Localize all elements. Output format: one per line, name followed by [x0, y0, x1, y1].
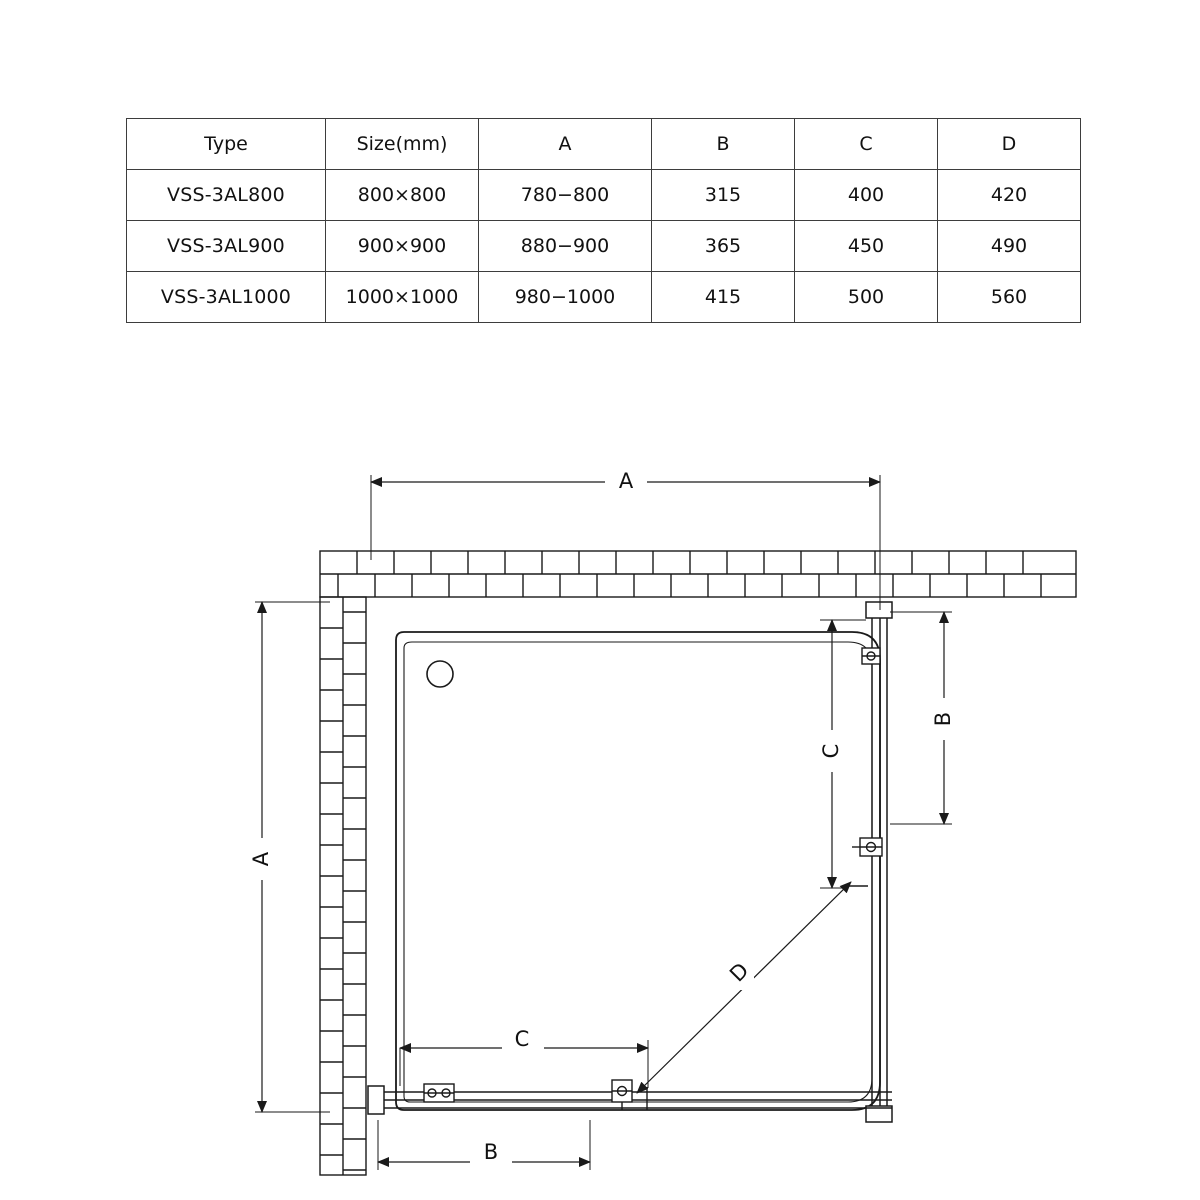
specification-table	[126, 118, 1081, 323]
technical-drawing	[0, 420, 1200, 1200]
cell-b: 365	[652, 221, 795, 272]
dimension-a-left	[248, 602, 330, 1112]
column-header-c: C	[795, 119, 938, 170]
column-header-size: Size(mm)	[326, 119, 479, 170]
cell-c: 400	[795, 170, 938, 221]
wall-left	[320, 597, 366, 1175]
column-header-type: Type	[127, 119, 326, 170]
column-header-b: B	[652, 119, 795, 170]
wall-top	[320, 551, 1076, 597]
cell-d: 420	[938, 170, 1081, 221]
table-header-row	[127, 119, 1081, 170]
dimension-label-a-top: A	[618, 469, 634, 493]
dimension-label-c-horizontal: C	[514, 1027, 530, 1051]
cell-a: 780−800	[479, 170, 652, 221]
bottom-roller-left	[424, 1084, 454, 1102]
dimension-label-c-vertical: C	[819, 743, 843, 759]
cell-size: 900×900	[326, 221, 479, 272]
cell-type: VSS-3AL800	[127, 170, 326, 221]
cell-d: 560	[938, 272, 1081, 323]
column-header-a: A	[479, 119, 652, 170]
dimension-d-diagonal	[637, 882, 851, 1093]
right-roller-top	[862, 648, 880, 664]
column-header-d: D	[938, 119, 1081, 170]
right-roller-middle	[852, 838, 882, 856]
cell-b: 315	[652, 170, 795, 221]
table-row	[127, 272, 1081, 323]
cell-type: VSS-3AL1000	[127, 272, 326, 323]
cell-a: 980−1000	[479, 272, 652, 323]
dimension-a-top	[371, 460, 880, 610]
cell-a: 880−900	[479, 221, 652, 272]
cell-b: 415	[652, 272, 795, 323]
cell-size: 800×800	[326, 170, 479, 221]
dimension-label-a-left: A	[249, 851, 273, 867]
cell-type: VSS-3AL900	[127, 221, 326, 272]
right-glass-panel	[866, 602, 892, 1122]
cell-c: 450	[795, 221, 938, 272]
dimension-label-b-right: B	[931, 711, 955, 727]
dimension-label-d-diagonal: D	[725, 958, 754, 987]
table-row	[127, 170, 1081, 221]
cell-size: 1000×1000	[326, 272, 479, 323]
sliding-door-panel	[647, 886, 868, 1110]
table-row	[127, 221, 1081, 272]
shower-tray	[396, 632, 880, 1110]
dimension-label-b-bottom: B	[483, 1140, 499, 1164]
cell-d: 490	[938, 221, 1081, 272]
dimension-c-vertical	[818, 620, 866, 888]
dimension-b-bottom	[378, 1120, 590, 1170]
cell-c: 500	[795, 272, 938, 323]
dimension-b-right	[890, 612, 958, 824]
bottom-roller-center	[612, 1080, 632, 1110]
dimension-c-horizontal	[400, 1026, 648, 1088]
drain-icon	[427, 661, 453, 687]
